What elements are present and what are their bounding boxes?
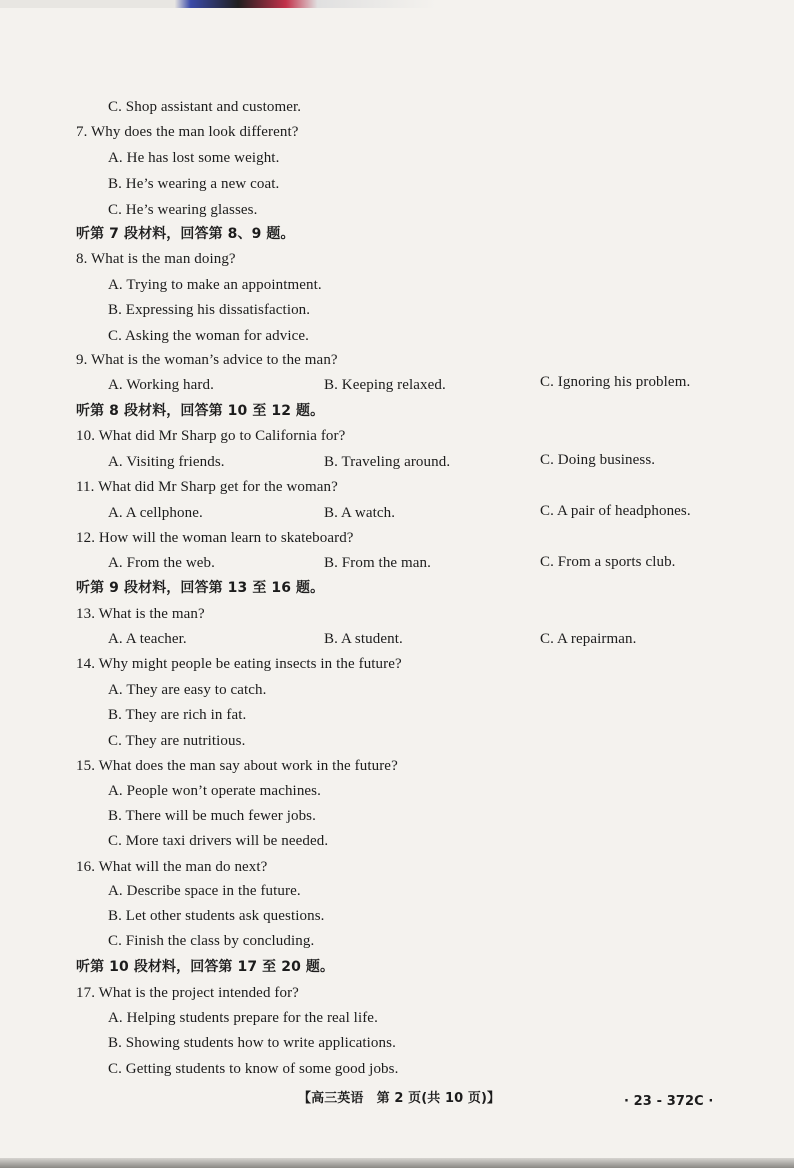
question-12-option-b: B. From the man. — [324, 555, 432, 571]
question-9-option-a: A. Working hard. — [108, 377, 214, 393]
section-instruction-10: 听第 10 段材料，回答第 17 至 20 题。 — [76, 959, 335, 975]
question-11-option-b: B. A watch. — [324, 505, 396, 521]
question-7: 7. Why does the man look different? — [76, 124, 299, 140]
question-8: 8. What is the man doing? — [76, 251, 236, 267]
question-16-option-c: C. Finish the class by concluding. — [108, 933, 315, 949]
question-7-option-b: B. He’s wearing a new coat. — [108, 176, 280, 192]
question-17-option-b: B. Showing students how to write applications. — [108, 1035, 396, 1051]
question-17: 17. What is the project intended for? — [76, 985, 299, 1001]
question-15-option-c: C. More taxi drivers will be needed. — [108, 833, 329, 849]
question-12: 12. How will the woman learn to skateboard? — [76, 530, 354, 546]
page-footer: 【高三英语 第 2 页(共 10 页)】 — [298, 1091, 501, 1106]
question-13-option-b: B. A student. — [324, 631, 403, 647]
question-8-option-b: B. Expressing his dissatisfaction. — [108, 302, 311, 318]
question-15-option-a: A. People won’t operate machines. — [108, 783, 321, 799]
question-9: 9. What is the woman’s advice to the man? — [76, 352, 338, 368]
question-12-option-c: C. From a sports club. — [540, 554, 676, 570]
question-12-option-a: A. From the web. — [108, 555, 216, 571]
question-14: 14. Why might people be eating insects in the future? — [76, 656, 402, 672]
question-10-option-c: C. Doing business. — [540, 452, 656, 468]
question-16: 16. What will the man do next? — [76, 859, 268, 875]
section-instruction-7: 听第 7 段材料，回答第 8、9 题。 — [76, 226, 295, 242]
question-9-option-b: B. Keeping relaxed. — [324, 377, 446, 393]
question-14-option-a: A. They are easy to catch. — [108, 682, 267, 698]
question-10-option-a: A. Visiting friends. — [108, 454, 225, 470]
question-13-option-a: A. A teacher. — [108, 631, 187, 647]
section-instruction-8: 听第 8 段材料，回答第 10 至 12 题。 — [76, 403, 325, 419]
question-15-option-b: B. There will be much fewer jobs. — [108, 808, 316, 824]
question-11: 11. What did Mr Sharp get for the woman? — [76, 479, 338, 495]
question-14-option-c: C. They are nutritious. — [108, 733, 246, 749]
question-10: 10. What did Mr Sharp go to California for? — [76, 428, 346, 444]
question-7-option-c: C. He’s wearing glasses. — [108, 202, 258, 218]
exam-code: · 23 - 372C · — [624, 1094, 714, 1109]
question-8-option-a: A. Trying to make an appointment. — [108, 277, 322, 293]
question-8-option-c: C. Asking the woman for advice. — [108, 328, 309, 344]
question-16-option-a: A. Describe space in the future. — [108, 883, 301, 899]
question-17-option-c: C. Getting students to know of some good jobs. — [108, 1061, 399, 1077]
question-13: 13. What is the man? — [76, 606, 205, 622]
section-instruction-9: 听第 9 段材料，回答第 13 至 16 题。 — [76, 580, 325, 596]
question-14-option-b: B. They are rich in fat. — [108, 707, 247, 723]
question-11-option-a: A. A cellphone. — [108, 505, 203, 521]
question-13-option-c: C. A repairman. — [540, 631, 637, 647]
question-11-option-c: C. A pair of headphones. — [540, 503, 691, 519]
question-15: 15. What does the man say about work in the future? — [76, 758, 398, 774]
scan-bottom-edge — [0, 1158, 794, 1168]
option-text: C. Shop assistant and customer. — [108, 99, 302, 115]
question-17-option-a: A. Helping students prepare for the real life. — [108, 1010, 378, 1026]
question-7-option-a: A. He has lost some weight. — [108, 150, 280, 166]
question-9-option-c: C. Ignoring his problem. — [540, 374, 691, 390]
question-10-option-b: B. Traveling around. — [324, 454, 451, 470]
question-16-option-b: B. Let other students ask questions. — [108, 908, 325, 924]
